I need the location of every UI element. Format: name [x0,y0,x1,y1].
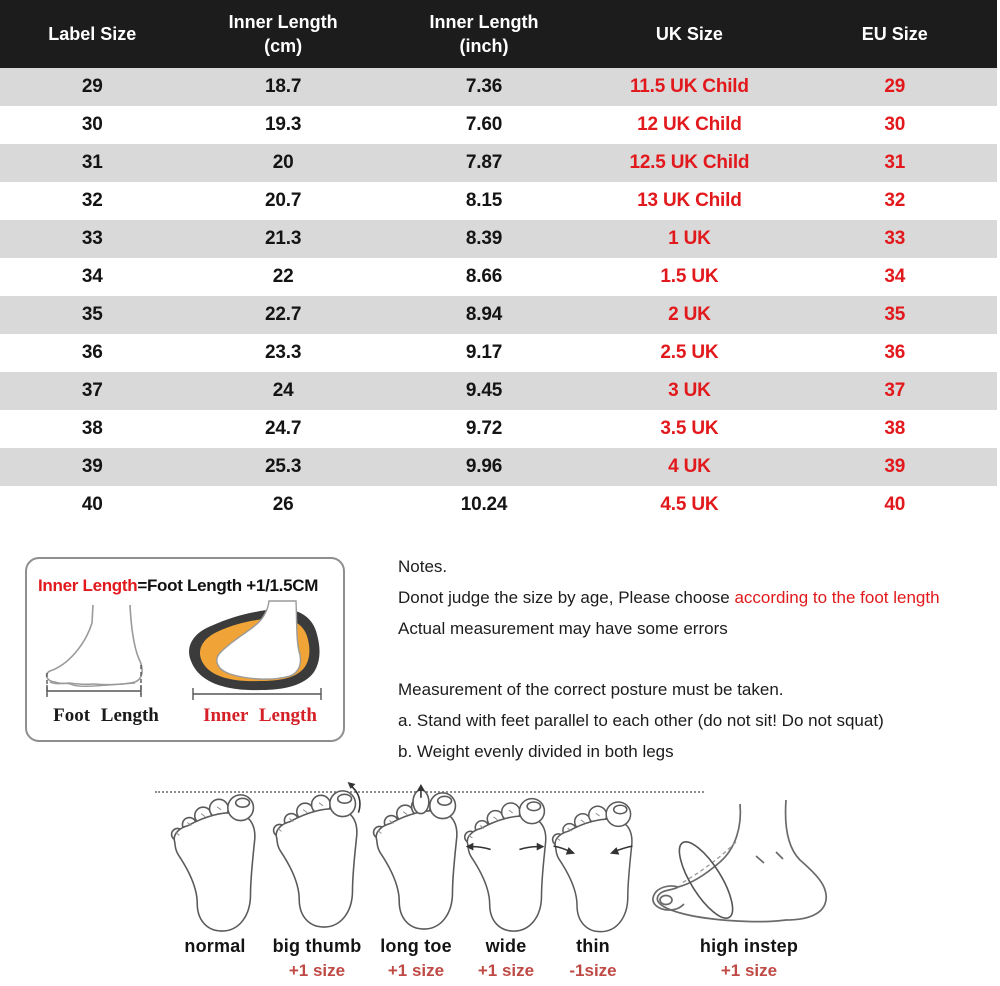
size-cell: 7.36 [465,76,503,97]
table-row [0,106,997,144]
size-cell: 4.5 UK [660,494,719,515]
size-cell: 32 [81,190,103,211]
measure-box-title: Inner Length=Foot Length +1/1.5CM [38,576,319,595]
size-cell: 11.5 UK Child [629,76,749,97]
size-cell: 21.3 [265,228,302,249]
size-cell: 24 [272,380,294,401]
notes-heading: Notes. [398,557,448,576]
bare-foot-side-illustration [35,603,175,701]
foot-type-big-thumb [266,782,368,980]
size-cell: 18.7 [265,76,302,97]
col-header-uk-size: UK Size [655,24,723,44]
size-cell: 37 [81,380,103,401]
size-cell: 35 [81,304,103,325]
size-cell: 4 UK [668,456,711,477]
size-cell: 2.5 UK [660,342,719,363]
size-cell: 2 UK [668,304,711,325]
foot-type-label: long toe [380,936,452,956]
table-row [0,258,997,296]
foot-wide-icon [458,788,554,936]
table-row [0,68,997,106]
size-cell: 13 UK Child [637,190,742,211]
foot-type-label: thin [576,936,610,956]
foot-type-size: +1 size [477,961,535,980]
size-cell: 8.39 [465,228,503,249]
size-cell: 9.96 [465,456,503,477]
size-cell: 35 [884,304,906,325]
size-cell: 24.7 [265,418,302,439]
foot-type-high-instep [636,796,862,980]
size-cell: 30 [81,114,103,135]
size-cell: 7.87 [465,152,503,173]
size-cell: 33 [884,228,906,249]
col-header-label-size: Label Size [48,24,137,44]
foot-type-label: high instep [699,936,799,956]
table-row [0,144,997,182]
notes-section [398,551,990,767]
foot-type-size: +1 size [288,961,346,980]
size-cell: 32 [884,190,906,211]
size-cell: 25.3 [265,456,302,477]
size-cell: 8.66 [465,266,503,287]
size-cell: 3 UK [668,380,711,401]
foot-type-thin [546,790,640,980]
foot-length-label: Foot Length [53,705,159,726]
notes-line-2: Actual measurement may have some errors [398,619,728,638]
foot-type-long-toe [366,784,466,980]
size-cell: 1 UK [668,228,711,249]
size-table-body [0,68,997,524]
foot-type-size: +1 size [387,961,445,980]
notes-line-3: Measurement of the correct posture must be taken. [398,680,784,699]
inner-length-label: Inner Length [203,705,317,726]
foot-big-thumb-icon [266,782,366,930]
size-cell: 22 [272,266,294,287]
size-cell: 34 [81,266,103,287]
col-header-inner-length-cm: Inner Length (cm) [228,12,338,56]
table-row [0,296,997,334]
size-cell: 20.7 [265,190,302,211]
size-cell: 22.7 [265,304,302,325]
foot-high-instep-icon [636,796,862,928]
size-cell: 39 [884,456,906,477]
inner-length-term: Inner Length [38,576,138,595]
size-cell: 9.17 [465,342,503,363]
table-row [0,448,997,486]
size-cell: 29 [884,76,906,97]
size-cell: 12 UK Child [637,114,742,135]
foot-type-normal [164,786,266,956]
foot-normal-icon [164,786,264,934]
size-cell: 9.45 [465,380,503,401]
size-cell: 26 [272,494,294,515]
size-cell: 8.15 [465,190,503,211]
measure-instruction-box [25,557,345,742]
size-cell: 10.24 [460,494,508,515]
size-cell: 23.3 [265,342,302,363]
size-cell: 36 [81,342,103,363]
size-table-header-row [0,0,997,68]
foot-type-size: +1 size [720,961,778,980]
size-cell: 19.3 [265,114,302,135]
foot-type-label: normal [184,936,246,956]
size-cell: 20 [272,152,294,173]
size-cell: 38 [81,418,103,439]
notes-line-5: b. Weight evenly divided in both legs [398,742,674,761]
size-cell: 38 [884,418,906,439]
foot-type-size: -1size [569,961,617,980]
size-cell: 31 [81,152,103,173]
size-cell: 30 [884,114,906,135]
shoe-inner-length-illustration [183,599,333,701]
table-row [0,372,997,410]
foot-thin-icon [546,790,640,938]
size-cell: 12.5 UK Child [629,152,750,173]
size-cell: 31 [884,152,906,173]
table-row [0,182,997,220]
col-header-eu-size: EU Size [861,24,928,44]
foot-type-label: wide [485,936,527,956]
col-header-inner-length-inch: Inner Length (inch) [429,12,539,56]
size-cell: 40 [884,494,906,515]
size-cell: 8.94 [465,304,503,325]
size-cell: 40 [81,494,103,515]
table-row [0,334,997,372]
inner-length-icon [183,599,333,701]
notes-line-4: a. Stand with feet parallel to each other (do not sit! Do not squat) [398,711,884,730]
foot-length-icon [35,603,175,701]
notes-line-1: Donot judge the size by age, Please choose according to the foot length [398,588,940,607]
foot-type-wide [458,788,554,980]
size-cell: 29 [81,76,103,97]
size-cell: 9.72 [465,418,503,439]
foot-long-toe-icon [366,784,466,932]
foot-type-label: big thumb [272,936,362,956]
size-cell: 1.5 UK [660,266,719,287]
size-cell: 36 [884,342,906,363]
size-cell: 37 [884,380,906,401]
size-cell: 34 [884,266,906,287]
size-cell: 33 [81,228,103,249]
size-cell: 3.5 UK [660,418,719,439]
table-row [0,220,997,258]
table-row [0,486,997,524]
table-row [0,410,997,448]
size-cell: 7.60 [465,114,503,135]
size-cell: 39 [81,456,103,477]
